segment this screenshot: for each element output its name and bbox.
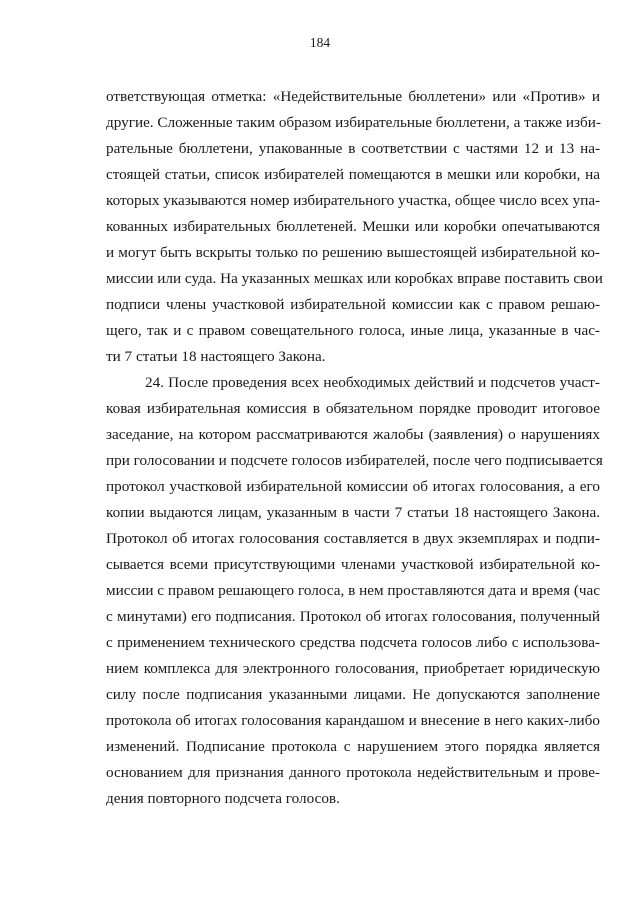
paragraph-2-line: основанием для признания данного протокола недействительным и прове-	[106, 764, 600, 781]
page-number: 184	[309, 35, 331, 50]
paragraph-1-line: щего, так и с правом совещательного голоса, иные лица, указанные в час-	[106, 322, 600, 339]
paragraph-2-line: ковая избирательная комиссия в обязательном порядке проводит итоговое	[106, 400, 600, 417]
paragraph-1-line: ти 7 статьи 18 настоящего Закона.	[106, 348, 326, 365]
paragraph-2-line: нием комплекса для электронного голосования, приобретает юридическую	[106, 660, 600, 677]
paragraph-2-line: силу после подписания указанными лицами. Не допускаются заполнение	[106, 686, 600, 703]
paragraph-2-line: протокола об итогах голосования карандашом и внесение в него каких-либо	[106, 712, 600, 729]
paragraph-2-line: при голосовании и подсчете голосов избирателей, после чего подписывается	[106, 452, 603, 469]
paragraph-1-line: стоящей статьи, список избирателей помещаются в мешки или коробки, на	[106, 166, 600, 183]
paragraph-2-line: изменений. Подписание протокола с нарушением этого порядка является	[106, 738, 600, 755]
paragraph-1-line: миссии или суда. На указанных мешках или коробках вправе поставить свои	[106, 270, 603, 287]
paragraph-1-line: кованных избирательных бюллетеней. Мешки или коробки опечатываются	[106, 218, 600, 235]
paragraph-2-line: сывается всеми присутствующими членами участковой избирательной ко-	[106, 556, 600, 573]
paragraph-1-line: и могут быть вскрыты только по решению вышестоящей избирательной ко-	[106, 244, 600, 261]
paragraph-2-line: протокол участковой избирательной комиссии об итогах голосования, а его	[106, 478, 600, 495]
paragraph-1-line: ответствующая отметка: «Недействительные бюллетени» или «Против» и	[106, 88, 600, 105]
paragraph-2-line: Протокол об итогах голосования составляется в двух экземплярах и подпи-	[106, 530, 600, 547]
paragraph-2-line: копии выдаются лицам, указанным в части 7 статьи 18 настоящего Закона.	[106, 504, 600, 521]
paragraph-2-line: миссии с правом решающего голоса, в нем проставляются дата и время (час	[106, 582, 600, 599]
paragraph-1-line: которых указываются номер избирательного участка, общее число всех упа-	[106, 192, 601, 209]
paragraph-2-line: с применением технического средства подсчета голосов либо с использова-	[106, 634, 600, 651]
paragraph-1-line: подписи члены участковой избирательной комиссии как с правом решаю-	[106, 296, 600, 313]
paragraph-1-line: рательные бюллетени, упакованные в соответствии с частями 12 и 13 на-	[106, 140, 600, 157]
paragraph-1-line: другие. Сложенные таким образом избирательные бюллетени, а также изби-	[106, 114, 601, 131]
paragraph-2-line: заседание, на котором рассматриваются жалобы (заявления) о нарушениях	[106, 426, 600, 443]
paragraph-2-line: дения повторного подсчета голосов.	[106, 790, 340, 807]
paragraph-2-line: с минутами) его подписания. Протокол об итогах голосования, полученный	[106, 608, 600, 625]
paragraph-2-line: 24. После проведения всех необходимых действий и подсчетов участ-	[145, 374, 600, 391]
